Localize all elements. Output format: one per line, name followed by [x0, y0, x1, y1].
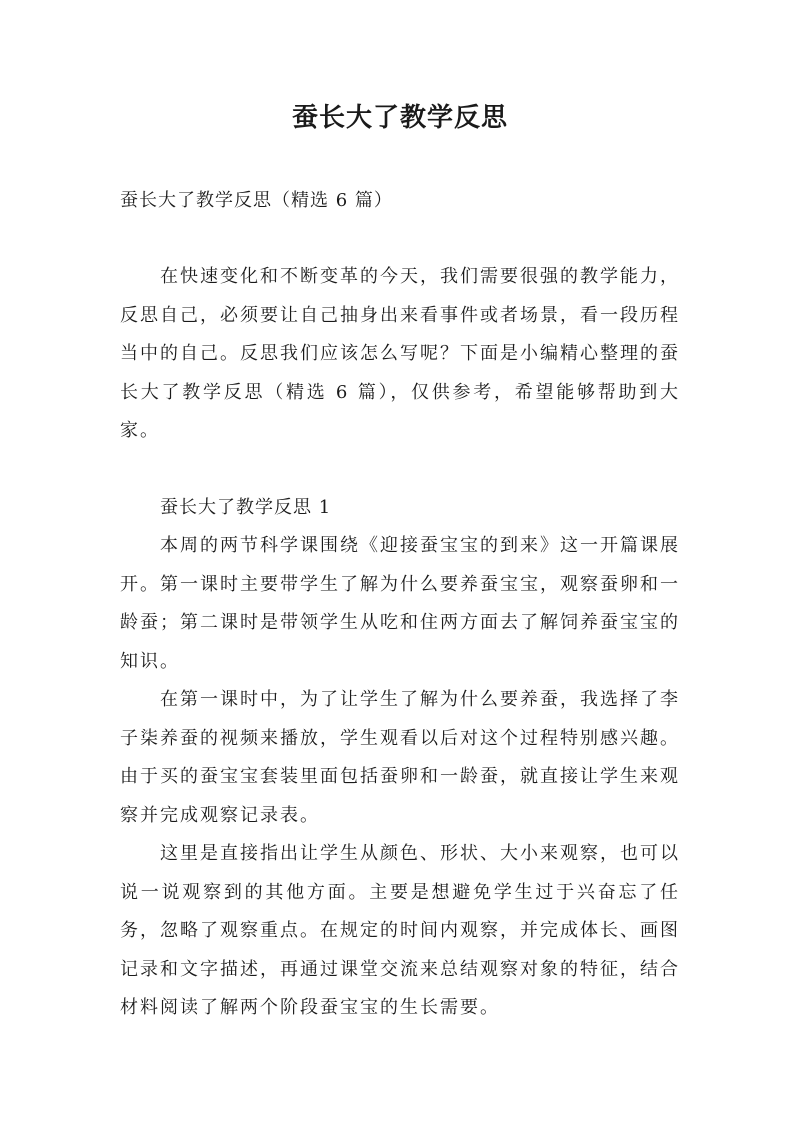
- body-paragraph: 在第一课时中，为了让学生了解为什么要养蚕，我选择了李子柒养蚕的视频来播放，学生观看以后对这个过程特别感兴趣。由于买的蚕宝宝套装里面包括蚕卵和一龄蚕，就直接让学生来观察并完成观察记录表。: [120, 689, 680, 826]
- document-title: 蚕长大了教学反思: [291, 103, 508, 133]
- section-heading: 蚕长大了教学反思 1: [160, 496, 332, 518]
- body-paragraph: 这里是直接指出让学生从颜色、形状、大小来观察，也可以说一说观察到的其他方面。主要是想避免学生过于兴奋忘了任务，忽略了观察重点。在规定的时间内观察，并完成体长、画图记录和文字描述，再通过课堂交流来总结观察对象的特征，结合材料阅读了解两个阶段蚕宝宝的生长需要。: [120, 843, 680, 1018]
- body-paragraph: 本周的两节科学课围绕《迎接蚕宝宝的到来》这一开篇课展开。第一课时主要带学生了解为什么要养蚕宝宝，观察蚕卵和一龄蚕；第二课时是带领学生从吃和住两方面去了解饲养蚕宝宝的知识。: [120, 535, 680, 672]
- document-subtitle: 蚕长大了教学反思（精选 6 篇）: [120, 190, 393, 211]
- intro-paragraph: 在快速变化和不断变革的今天，我们需要很强的教学能力，反思自己，必须要让自己抽身出来看事件或者场景，看一段历程当中的自己。反思我们应该怎么写呢？下面是小编精心整理的蚕长大了教学反思（精选 6 篇），仅供参考，希望能够帮助到大家。: [120, 266, 680, 441]
- document-body: [120, 258, 680, 1028]
